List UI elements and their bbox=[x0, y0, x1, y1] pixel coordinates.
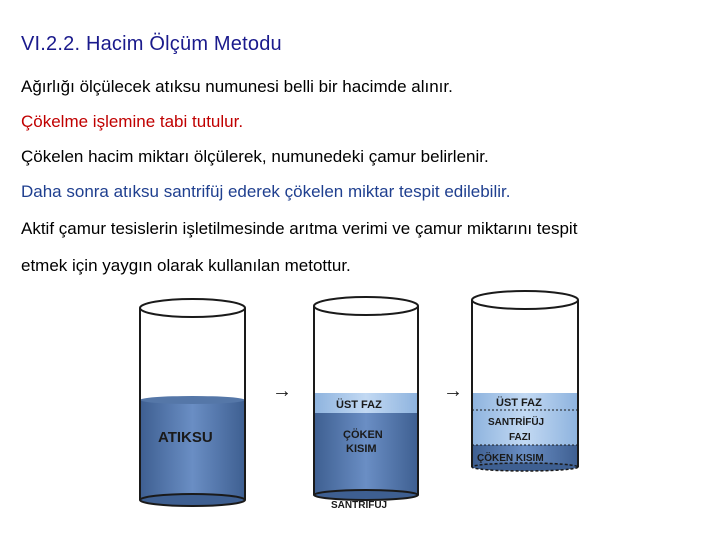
beaker-3-top-label: ÜST FAZ bbox=[496, 397, 542, 409]
beaker-1-liquid-surface bbox=[140, 396, 245, 404]
beaker-1-base bbox=[140, 494, 245, 506]
beaker-1-liquid bbox=[140, 400, 245, 500]
beaker-3-settled-label: ÇÖKEN KISIM bbox=[477, 453, 544, 464]
text-line-4: Daha sonra atıksu santrifüj ederek çökelen miktar tespit edilebilir. bbox=[21, 182, 511, 201]
text-line-1: Ağırlığı ölçülecek atıksu numunesi belli bir hacimde alınır. bbox=[21, 77, 453, 96]
arrow-2-icon: → bbox=[443, 380, 463, 402]
beaker-1 bbox=[140, 299, 245, 506]
beaker-2-settled-label-1: ÇÖKEN bbox=[343, 429, 383, 441]
text-line-6: etmek için yaygın olarak kullanılan metottur. bbox=[21, 256, 351, 275]
arrow-1-icon: → bbox=[272, 380, 292, 402]
beaker-3-centrifuge-label-2: FAZI bbox=[509, 432, 531, 443]
beaker-2-base bbox=[314, 490, 418, 500]
beaker-3-base bbox=[472, 463, 578, 471]
beaker-1-label: ATIKSU bbox=[158, 429, 213, 446]
text-line-3: Çökelen hacim miktarı ölçülerek, numunedeki çamur belirlenir. bbox=[21, 147, 489, 166]
beaker-2-settled-label-2: KISIM bbox=[346, 443, 377, 455]
slide-title: VI.2.2. Hacim Ölçüm Metodu bbox=[21, 33, 282, 55]
beaker-2-top-label: ÜST FAZ bbox=[336, 399, 382, 411]
text-line-2: Çökelme işlemine tabi tutulur. bbox=[21, 112, 244, 131]
beaker-3 bbox=[472, 291, 578, 471]
beaker-3-rim bbox=[472, 291, 578, 309]
text-line-5: Aktif çamur tesislerin işletilmesinde arıtma verimi ve çamur miktarını tespit bbox=[21, 219, 578, 238]
beaker-2 bbox=[314, 297, 418, 511]
beaker-2-caption: SANTRİFÜJ bbox=[331, 500, 388, 511]
beaker-3-centrifuge-label-1: SANTRİFÜJ bbox=[488, 417, 545, 428]
beaker-1-rim bbox=[140, 299, 245, 317]
beaker-2-rim bbox=[314, 297, 418, 315]
